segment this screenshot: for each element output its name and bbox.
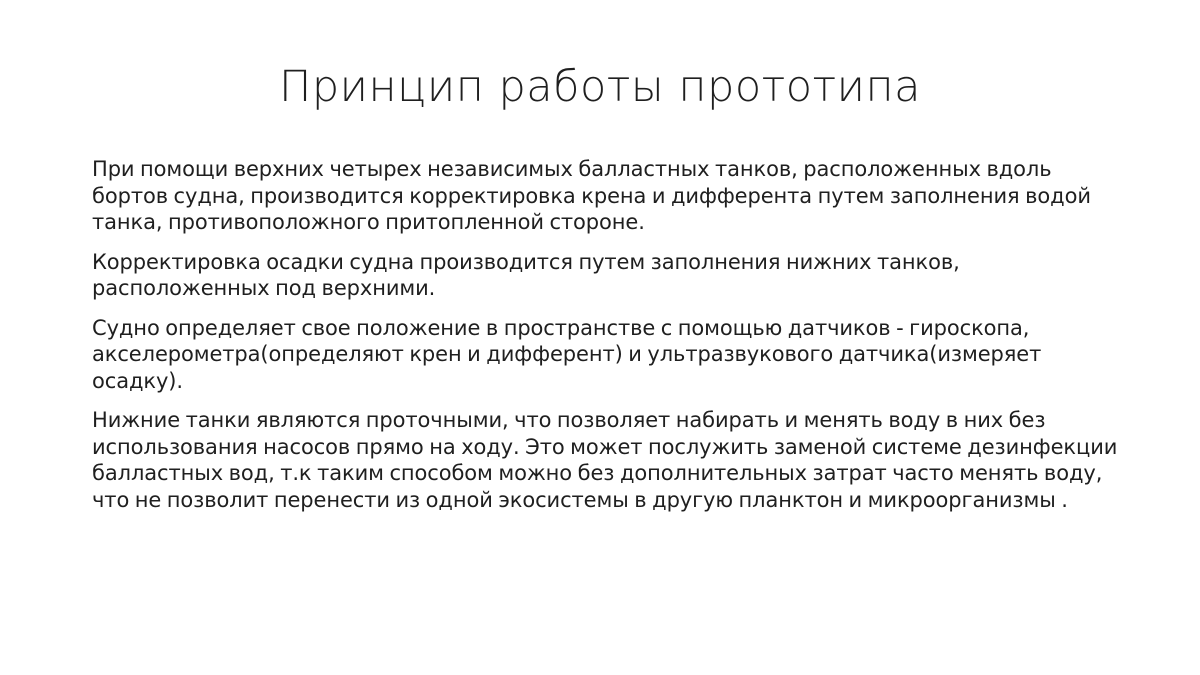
paragraph-flow-through-tanks: Нижние танки являются проточными, что позволяет набирать и менять воду в них без использования насосов прямо на ходу. Это может послужить заменой системе дезинфекции балластных вод, т.к таким способом можно без дополнительных затрат часто менять воду, что не позволит перенести из одной экосистемы в другую планктон и микроорганизмы .: [92, 408, 1118, 512]
slide-body: [92, 156, 1122, 526]
paragraph-stabilization: При помощи верхних четырех независимых балластных танков, расположенных вдоль бортов судна, производится корректировка крена и дифферента путем заполнения водой танка, противоположного притопленной стороне.: [92, 157, 1091, 234]
paragraph-sensors: Судно определяет свое положение в пространстве с помощью датчиков - гироскопа, акселерометра(определяют крен и дифферент) и ультразвукового датчика(измеряет осадку).: [92, 315, 1042, 393]
paragraph-draft-correction: Корректировка осадки судна производится путем заполнения нижних танков, расположенных под верхними.: [92, 249, 960, 300]
slide-title: Принцип работы прототипа: [279, 62, 921, 112]
